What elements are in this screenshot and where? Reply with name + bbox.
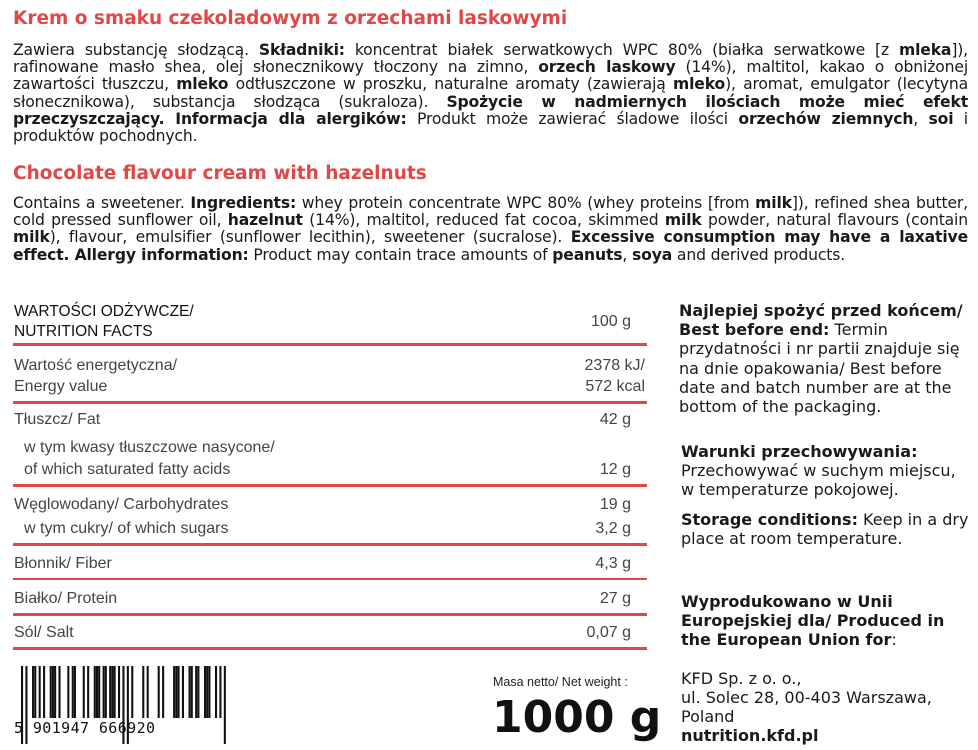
barcode-bar [147,666,149,718]
barcode-bar [67,666,69,718]
text-run: Najlepiej spożyć przed końcem/ Best before end: [679,301,963,340]
producer-country: Poland [681,707,735,727]
energy-value-kj: 2378 kJ/ [584,357,645,374]
producer-company: KFD Sp. z o. o., [681,668,802,688]
saturated-fat-label-en: of which saturated fatty acids [24,461,231,478]
barcode-bar [87,666,89,718]
text-run: Produkt może zawierać śladowe ilości [406,109,739,128]
sugars-label: w tym cukry/ of which sugars [24,520,229,537]
barcode-digits: 5 901947 666920 [14,719,156,737]
nutrition-divider [13,613,647,616]
text-run: mleko [672,75,726,94]
barcode-bar [215,666,217,718]
storage-text-pl: Przechowywać w suchym miejscu, w temperaturze pokojowej. [681,461,956,500]
producer-website: nutrition.kfd.pl [681,726,819,746]
barcode-bar [58,666,60,718]
barcode-bar [105,666,107,718]
barcode-bar [118,666,120,718]
barcode-bar [50,666,52,718]
text-run: ]), refined shea butter, cold pressed sunflower oil, [13,194,968,230]
barcode-bar [191,666,193,718]
text-run: ), aromat, emulgator (lecytyna słonecznikowa), substancja słodząca (sukraloza). [13,75,968,111]
text-run: soya [632,245,673,264]
polish-product-title: Krem o smaku czekoladowym z orzechami laskowymi [13,8,568,29]
barcode-bar [32,666,34,718]
text-run: Spożycie w nadmiernych ilościach może mieć efekt przeczyszczający. Informacja dla alergików: [13,92,968,128]
producer-title: Wyprodukowano w Unii Europejskiej dla/ Produced in the European Union for [681,592,945,650]
text-run: (14%), maltitol, kakao o obniżonej zawartości tłuszczu, [13,58,969,94]
text-run: Excessive consumption may have a laxative effect. Allergy information: [13,228,968,264]
fat-value: 42 g [599,411,631,428]
barcode-bar [189,666,191,718]
net-weight-value: 1000 g [492,692,662,743]
barcode-bar [182,666,184,718]
barcode-bar [178,666,180,718]
text-run: ]), rafinowane masło shea, olej słonecznikowy tłoczony na zimno, [13,41,968,77]
text-run: i produktów pochodnych. [13,109,968,146]
salt-label: Sól/ Salt [14,624,74,641]
producer-info [681,592,973,745]
barcode-bar [197,666,199,718]
text-run: , [622,245,633,264]
text-run: milk [664,211,702,230]
text-run: , [913,109,929,128]
barcode-bar [39,666,41,718]
text-run: milk [13,228,50,247]
text-run: mleko [176,75,229,94]
energy-label-pl: Wartość energetyczna/ [14,357,178,374]
nutrition-divider [13,578,647,580]
nutrition-divider [13,543,647,546]
barcode-bar [208,666,210,718]
barcode-bar [103,666,105,718]
saturated-fat-value: 12 g [599,461,631,478]
storage-title-pl: Warunki przechowywania: [681,442,918,461]
storage-conditions [681,442,973,548]
english-ingredients-text [13,195,968,264]
text-run: mleka [898,41,952,59]
text-run: orzechów ziemnych [738,109,914,128]
carbohydrates-value: 19 g [599,496,631,513]
net-weight-label: Masa netto/ Net weight : [493,675,628,689]
barcode-bar [224,666,226,744]
nutrition-header-en: NUTRITION FACTS [14,323,153,340]
protein-value: 27 g [599,590,631,607]
protein-label: Białko/ Protein [14,590,118,607]
saturated-fat-label-pl: w tym kwasy tłuszczowe nasycone/ [24,439,275,456]
barcode-bar [74,666,76,718]
producer-street: ul. Solec 28, 00-403 Warszawa, [681,687,932,707]
barcode-bar [162,666,164,718]
text-run: (14%), maltitol, reduced fat cocoa, skimmed [302,211,665,230]
barcode-bar [206,666,208,718]
text-run: koncentrat białek serwatkowych WPC 80% (białka serwatkowe [z [344,41,899,59]
barcode-bar [54,666,56,718]
barcode-bar [34,666,36,718]
barcode-bar [158,666,160,718]
barcode-bar [175,666,177,718]
text-run: Ingredients: [190,194,297,212]
barcode-bar [111,666,113,718]
text-run: orzech laskowy [538,58,676,77]
fat-label: Tłuszcz/ Fat [14,411,101,428]
text-run: Składniki: [258,41,345,59]
text-run: Termin przydatności i nr partii znajduje się na dnie opakowania/ Best before date and batch number are at the bottom of the packaging. [679,320,960,417]
nutrition-table [13,298,647,650]
text-run: soi [928,109,954,128]
text-run: whey protein concentrate WPC 80% (whey proteins [from [296,194,756,212]
nutrition-divider [13,343,647,346]
nutrition-per-amount: 100 g [590,313,631,330]
text-run: powder, natural flavours (contain [701,211,968,230]
barcode-bar [52,666,54,718]
best-before-info [679,301,971,416]
barcode-bar [114,666,116,718]
text-run: ), flavour, emulsifier (sunflower lecithin), sweetener (sucralose). [49,228,571,247]
barcode-bar [109,666,111,718]
barcode-bar [83,666,85,718]
text-run: Product may contain trace amounts of [248,245,553,264]
nutrition-divider [13,647,647,650]
polish-ingredients-text [13,42,968,145]
producer-title-colon: : [891,630,897,650]
nutrition-divider [13,484,647,487]
barcode-bar [219,666,221,718]
text-run: Zawiera substancję słodzącą. [13,41,259,59]
barcode-bar [94,666,96,718]
energy-value-kcal: 572 kcal [585,378,645,395]
nutrition-header-pl: WARTOŚCI ODŻYWCZE/ [14,303,194,320]
energy-label-en: Energy value [14,378,108,395]
english-product-title: Chocolate flavour cream with hazelnuts [13,163,427,184]
fiber-value: 4,3 g [595,555,631,572]
nutrition-divider [13,401,647,404]
storage-text-en: Keep in a dry place at room temperature. [681,509,969,548]
barcode-bar [98,666,100,718]
barcode-bar [43,666,45,718]
barcode-bar [96,666,98,718]
barcode-bar [195,666,197,718]
barcode-bar [173,666,175,718]
text-run: Contains a sweetener. [13,194,191,212]
barcode-bar [72,666,74,718]
carbohydrates-label: Węglowodany/ Carbohydrates [14,496,229,513]
text-run: odtłuszczone w proszku, naturalne aromaty (zawierają [228,75,673,94]
barcode-bar [131,666,133,718]
text-run: milk [755,194,792,212]
text-run: and derived products. [672,245,846,264]
fiber-label: Błonnik/ Fiber [14,555,112,572]
barcode-bar [204,666,206,718]
text-run: peanuts [552,245,623,264]
storage-title-en: Storage conditions: [681,509,858,529]
barcode-bar [142,666,144,718]
salt-value: 0,07 g [586,624,631,641]
sugars-value: 3,2 g [595,520,631,537]
text-run: hazelnut [227,211,303,230]
